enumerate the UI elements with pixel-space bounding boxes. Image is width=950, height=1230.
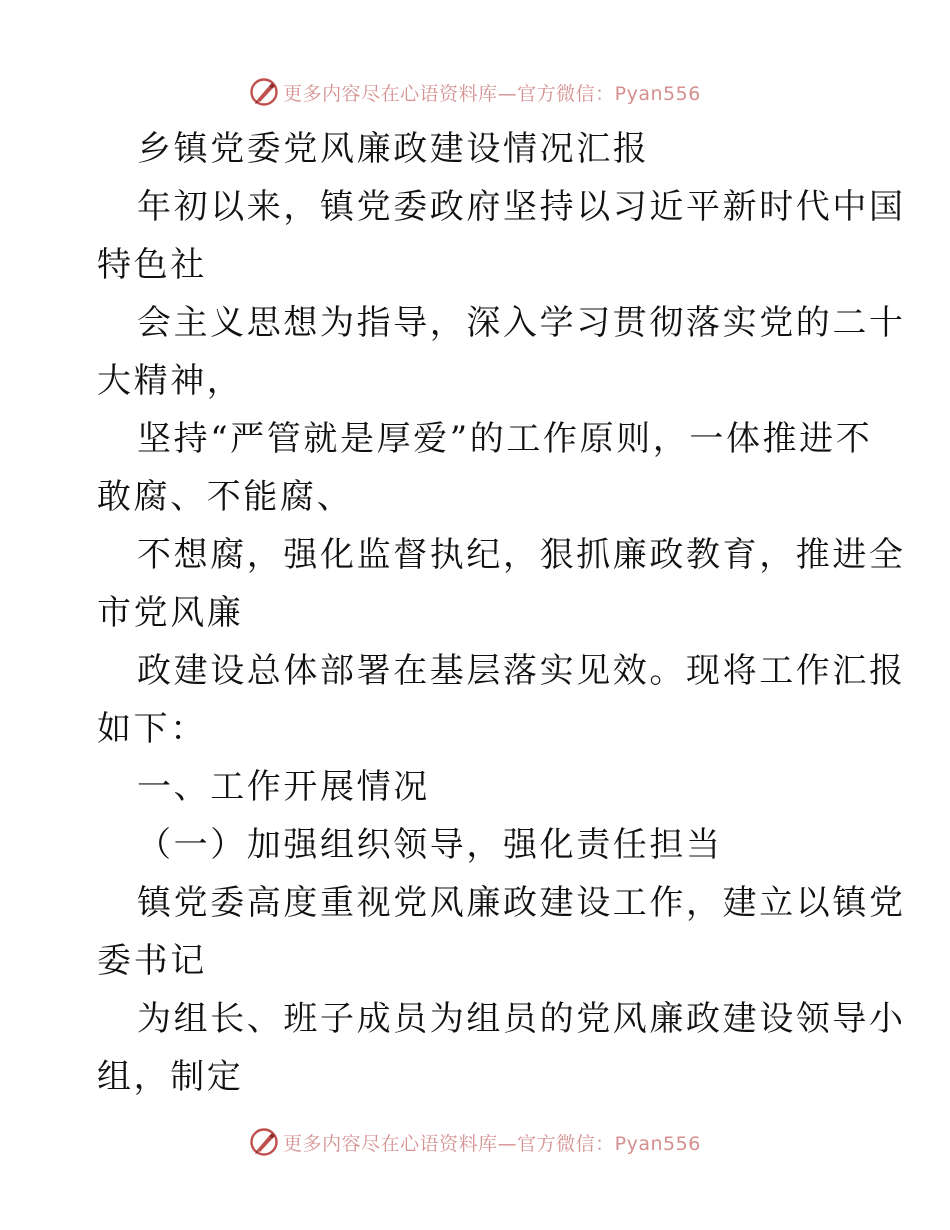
text-line: 政建设总体部署在基层落实见效。现将工作汇报 <box>137 651 906 691</box>
document-title: 乡镇党委党风廉政建设情况汇报 <box>137 129 650 169</box>
section-heading: 一、工作开展情况 <box>137 767 430 807</box>
text-line: 会主义思想为指导，深入学习贯彻落实党的二十 <box>137 303 906 343</box>
text-line: 特色社 <box>97 245 207 285</box>
document-body <box>97 120 906 1106</box>
pen-logo-icon <box>249 77 279 107</box>
text-line: 如下： <box>97 709 207 749</box>
text-line: 坚持“严管就是厚爱”的工作原则，一体推进不 <box>137 419 873 459</box>
text-line: 为组长、班子成员为组员的党风廉政建设领导小 <box>137 999 906 1039</box>
text-line: 镇党委高度重视党风廉政建设工作，建立以镇党 <box>137 883 906 923</box>
text-line: 委书记 <box>97 941 207 981</box>
text-line: 不想腐，强化监督执纪，狠抓廉政教育，推进全 <box>137 535 906 575</box>
text-line: 市党风廉 <box>97 593 244 633</box>
header-banner-text: 更多内容尽在心语资料库—官方微信：Pyan556 <box>283 82 701 105</box>
text-line: 年初以来，镇党委政府坚持以习近平新时代中国 <box>137 187 906 227</box>
footer-banner-text: 更多内容尽在心语资料库—官方微信：Pyan556 <box>283 1132 701 1155</box>
subsection-heading: （一）加强组织领导，强化责任担当 <box>137 825 723 865</box>
text-line: 大精神， <box>97 361 244 401</box>
text-line: 组，制定 <box>97 1057 244 1097</box>
footer-banner <box>0 1122 950 1162</box>
header-banner <box>0 72 950 112</box>
text-line: 敢腐、不能腐、 <box>97 477 354 517</box>
pen-logo-icon <box>249 1127 279 1157</box>
